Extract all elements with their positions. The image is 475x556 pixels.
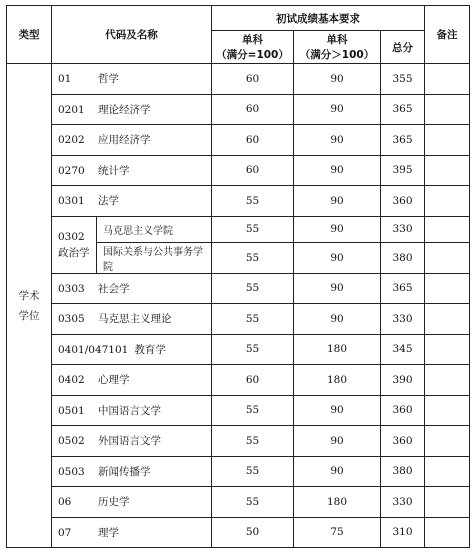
category-line-1: 学术 <box>18 289 40 302</box>
remark-cell <box>425 273 470 304</box>
sub-unit-name: 马克思主义学院 <box>97 216 212 242</box>
remark-cell <box>425 426 470 457</box>
discipline-code: 0202 <box>58 134 85 147</box>
total-score: 330 <box>381 216 425 242</box>
single-100-score: 55 <box>212 242 294 273</box>
single-gt100-score: 90 <box>294 155 381 186</box>
total-score: 360 <box>381 395 425 426</box>
single-100-score: 55 <box>212 186 294 217</box>
single-100-score: 55 <box>212 273 294 304</box>
discipline-code: 0401/047101 <box>58 343 129 356</box>
total-score: 365 <box>381 94 425 125</box>
single-gt100-score: 75 <box>294 517 381 548</box>
header-requirements: 初试成绩基本要求 <box>212 6 425 31</box>
single-gt100-score: 90 <box>294 94 381 125</box>
single-100-score: 60 <box>212 155 294 186</box>
single-gt100-score: 90 <box>294 456 381 487</box>
discipline-code: 0301 <box>58 195 85 208</box>
single-100-score: 55 <box>212 304 294 335</box>
discipline-code: 0302 <box>58 230 85 243</box>
total-score: 360 <box>381 426 425 457</box>
code-name-cell <box>52 334 212 365</box>
header-single-100-sub: （满分=100） <box>216 49 289 61</box>
table-row <box>7 64 470 95</box>
discipline-code: 0502 <box>58 435 85 448</box>
total-score: 395 <box>381 155 425 186</box>
table-row <box>7 395 470 426</box>
single-100-score: 60 <box>212 125 294 156</box>
table-row <box>7 273 470 304</box>
header-total: 总分 <box>381 31 425 64</box>
sub-unit-name: 国际关系与公共事务学院 <box>97 242 212 273</box>
table-row <box>7 487 470 518</box>
single-100-score: 55 <box>212 216 294 242</box>
code-name-cell <box>52 155 212 186</box>
remark-cell <box>425 304 470 335</box>
table-row <box>7 426 470 457</box>
code-name-cell <box>52 395 212 426</box>
discipline-code: 0305 <box>58 313 85 326</box>
code-name-cell <box>52 94 212 125</box>
single-gt100-score: 90 <box>294 304 381 335</box>
total-score: 390 <box>381 365 425 396</box>
single-gt100-score: 90 <box>294 242 381 273</box>
code-name-cell <box>52 456 212 487</box>
single-gt100-score: 90 <box>294 64 381 95</box>
single-gt100-score: 90 <box>294 395 381 426</box>
discipline-name: 心理学 <box>98 374 130 387</box>
header-remark: 备注 <box>425 6 470 64</box>
discipline-name: 社会学 <box>98 282 130 295</box>
remark-cell <box>425 395 470 426</box>
single-gt100-score: 90 <box>294 125 381 156</box>
table-row <box>7 517 470 548</box>
single-gt100-score: 90 <box>294 273 381 304</box>
header-single-gt100-label: 单科 <box>326 34 348 46</box>
total-score: 365 <box>381 273 425 304</box>
total-score: 365 <box>381 125 425 156</box>
single-100-score: 55 <box>212 456 294 487</box>
header-type: 类型 <box>7 6 52 64</box>
code-name-cell <box>52 517 212 548</box>
total-score: 380 <box>381 456 425 487</box>
discipline-name: 政治学 <box>58 246 90 259</box>
discipline-name: 新闻传播学 <box>98 465 151 478</box>
discipline-name: 中国语言文学 <box>98 404 161 417</box>
discipline-name: 外国语言文学 <box>98 435 161 448</box>
single-gt100-score: 180 <box>294 334 381 365</box>
discipline-name: 历史学 <box>98 496 130 509</box>
discipline-code: 0503 <box>58 465 85 478</box>
single-100-score: 60 <box>212 64 294 95</box>
remark-cell <box>425 186 470 217</box>
discipline-code: 0270 <box>58 164 85 177</box>
code-name-cell <box>52 64 212 95</box>
single-100-score: 55 <box>212 395 294 426</box>
code-name-cell <box>52 273 212 304</box>
table-row <box>7 125 470 156</box>
remark-cell <box>425 64 470 95</box>
code-name-cell <box>52 487 212 518</box>
code-name-cell <box>52 125 212 156</box>
single-gt100-score: 180 <box>294 365 381 396</box>
table-row <box>7 186 470 217</box>
discipline-name: 统计学 <box>98 164 130 177</box>
discipline-code: 06 <box>58 496 72 509</box>
single-gt100-score: 90 <box>294 186 381 217</box>
discipline-name: 教育学 <box>134 343 166 356</box>
total-score: 355 <box>381 64 425 95</box>
politics-code-cell <box>52 216 97 273</box>
total-score: 380 <box>381 242 425 273</box>
single-gt100-score: 90 <box>294 426 381 457</box>
total-score: 345 <box>381 334 425 365</box>
table-row <box>7 155 470 186</box>
category-cell <box>7 64 52 548</box>
table-row <box>7 216 470 242</box>
remark-cell <box>425 365 470 396</box>
remark-cell <box>425 216 470 242</box>
discipline-code: 07 <box>58 526 72 539</box>
table-row <box>7 94 470 125</box>
table-row <box>7 456 470 487</box>
discipline-name: 马克思主义理论 <box>98 313 172 326</box>
single-100-score: 50 <box>212 517 294 548</box>
remark-cell <box>425 334 470 365</box>
discipline-code: 0402 <box>58 374 85 387</box>
remark-cell <box>425 242 470 273</box>
total-score: 360 <box>381 186 425 217</box>
discipline-name: 应用经济学 <box>98 134 151 147</box>
single-100-score: 55 <box>212 334 294 365</box>
code-name-cell <box>52 426 212 457</box>
remark-cell <box>425 125 470 156</box>
discipline-code: 0303 <box>58 282 85 295</box>
remark-cell <box>425 456 470 487</box>
header-single-100 <box>212 31 294 64</box>
single-100-score: 55 <box>212 426 294 457</box>
table-row <box>7 334 470 365</box>
single-100-score: 60 <box>212 365 294 396</box>
table-row <box>7 304 470 335</box>
remark-cell <box>425 155 470 186</box>
discipline-name: 理学 <box>98 526 119 539</box>
table-row <box>7 365 470 396</box>
category-line-2: 学位 <box>18 309 40 322</box>
remark-cell <box>425 517 470 548</box>
total-score: 330 <box>381 487 425 518</box>
discipline-code: 01 <box>58 73 72 86</box>
score-requirements-table <box>6 5 470 548</box>
discipline-code: 0201 <box>58 103 85 116</box>
total-score: 310 <box>381 517 425 548</box>
code-name-cell <box>52 304 212 335</box>
total-score: 330 <box>381 304 425 335</box>
single-100-score: 55 <box>212 487 294 518</box>
header-single-100-label: 单科 <box>242 34 263 46</box>
discipline-name: 法学 <box>98 195 119 208</box>
header-single-gt100-sub: （满分＞100） <box>299 49 375 61</box>
remark-cell <box>425 94 470 125</box>
discipline-code: 0501 <box>58 404 85 417</box>
single-gt100-score: 180 <box>294 487 381 518</box>
header-code-name: 代码及名称 <box>52 6 212 64</box>
discipline-name: 理论经济学 <box>98 103 151 116</box>
code-name-cell <box>52 365 212 396</box>
header-single-gt100 <box>294 31 381 64</box>
single-gt100-score: 90 <box>294 216 381 242</box>
remark-cell <box>425 487 470 518</box>
single-100-score: 60 <box>212 94 294 125</box>
discipline-name: 哲学 <box>98 73 119 86</box>
code-name-cell <box>52 186 212 217</box>
